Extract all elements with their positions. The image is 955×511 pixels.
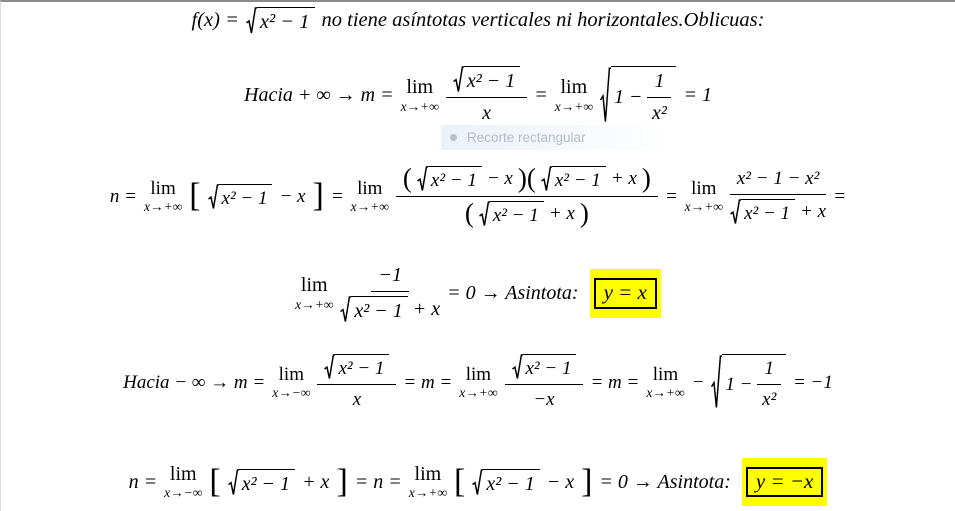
result: = 1	[683, 84, 712, 106]
radicand: x² − 1	[428, 166, 482, 192]
left-bracket: [	[189, 177, 201, 215]
equals: =	[833, 185, 847, 207]
asymptote-box: y = −x	[746, 467, 823, 497]
numerator	[396, 163, 658, 197]
radical-sign-icon	[324, 354, 335, 380]
denominator: x²	[652, 102, 667, 124]
radicand: x² − 1	[219, 184, 273, 210]
lim-subscript: x→+∞	[459, 385, 498, 401]
highlight	[742, 458, 827, 506]
limit	[351, 179, 389, 214]
radicand: x² − 1	[464, 66, 520, 93]
limit	[459, 365, 497, 400]
right-bracket: ]	[336, 462, 348, 500]
result: = 0 → Asintota:	[447, 282, 579, 304]
radicand: x² − 1	[239, 469, 295, 496]
bullet-icon	[450, 134, 457, 141]
equals: =	[534, 84, 548, 106]
numerator	[446, 66, 527, 98]
minus-x: − x	[279, 185, 306, 207]
line-asymptote-y-x	[1, 264, 955, 323]
radicand: x² − 1	[741, 199, 795, 225]
left-paren: (	[464, 198, 474, 229]
radical-sign-icon	[228, 469, 239, 496]
sqrt	[246, 7, 315, 35]
lim-subscript: x→+∞	[400, 98, 439, 114]
denominator: x²	[762, 388, 777, 410]
radicand	[611, 66, 677, 125]
lim-word: lim	[465, 363, 492, 385]
denominator: −x	[533, 389, 555, 410]
equals-m: = m =	[590, 371, 640, 393]
numerator	[317, 354, 396, 385]
denominator	[730, 195, 826, 225]
minus-sign: −	[691, 371, 705, 393]
sqrt	[340, 296, 407, 323]
denominator	[340, 292, 440, 323]
radical-sign-icon	[246, 7, 257, 35]
fraction	[446, 66, 527, 125]
fraction-conjugate	[396, 163, 658, 229]
fraction-simplified	[730, 168, 826, 225]
radical-sign-icon	[512, 354, 523, 380]
sqrt-big	[600, 66, 677, 125]
radicand	[722, 354, 786, 411]
line-prefix: Hacia + ∞ → m =	[244, 84, 394, 106]
equals: =	[664, 185, 678, 207]
sqrt	[453, 66, 520, 93]
sqrt	[541, 166, 606, 192]
lim-word: lim	[300, 274, 328, 297]
radical-sign-icon	[600, 66, 611, 125]
fraction	[317, 354, 396, 411]
equals: =	[330, 185, 344, 207]
sqrt	[479, 201, 544, 227]
radical-sign-icon	[208, 184, 219, 210]
equals-n: = n =	[354, 470, 402, 493]
right-bracket: ]	[581, 462, 593, 500]
snipping-tool-watermark	[441, 125, 669, 150]
minus-x: − x	[546, 470, 575, 493]
numerator: 1	[757, 358, 781, 385]
lim-subscript: x→+∞	[408, 485, 447, 501]
limit	[401, 77, 439, 113]
limit	[295, 275, 333, 311]
result: = 0 → Asintota:	[599, 470, 731, 493]
sqrt	[472, 469, 539, 496]
radicand: x² − 1	[483, 469, 539, 496]
radicand: x² − 1	[351, 296, 407, 323]
line-prefix: n =	[128, 470, 158, 493]
asymptote-box: y = x	[594, 278, 657, 308]
limit	[164, 464, 202, 500]
numerator	[505, 354, 584, 385]
fraction	[505, 354, 584, 411]
radical-sign-icon	[541, 166, 552, 192]
equals-m: = m =	[403, 371, 453, 393]
radical-sign-icon	[711, 354, 722, 411]
limit	[646, 365, 684, 400]
numerator: 1	[647, 70, 671, 98]
left-bracket: [	[454, 462, 466, 500]
plus-x: + x	[610, 168, 637, 190]
lim-word: lim	[414, 462, 442, 485]
sqrt	[228, 469, 295, 496]
fraction	[340, 264, 440, 323]
lim-subscript: x→+∞	[684, 199, 723, 215]
lim-word: lim	[406, 76, 434, 99]
lim-subscript: x→+∞	[350, 199, 389, 215]
right-paren: )	[579, 198, 589, 229]
radicand: x² − 1	[335, 354, 389, 380]
limit	[272, 365, 310, 400]
lim-word: lim	[652, 363, 679, 385]
title-text: no tiene asíntotas verticales ni horizontales.Oblicuas:	[321, 9, 765, 31]
highlight	[590, 269, 661, 317]
denominator: x	[352, 389, 362, 410]
close-open-paren: )(	[517, 163, 536, 194]
line-n-plus-infinity	[1, 163, 955, 229]
limit	[685, 179, 723, 214]
right-paren: )	[641, 163, 651, 194]
title-line	[1, 7, 955, 35]
radical-sign-icon	[417, 166, 428, 192]
plus-x: + x	[302, 470, 330, 493]
sqrt	[208, 184, 273, 210]
lim-word: lim	[278, 363, 304, 385]
right-bracket: ]	[312, 177, 324, 215]
radical-sign-icon	[730, 199, 741, 225]
sqrt-big	[711, 354, 786, 411]
radical-sign-icon	[340, 296, 351, 323]
lim-subscript: x→+∞	[646, 385, 685, 401]
sqrt	[417, 166, 482, 192]
lim-word: lim	[357, 177, 383, 199]
radicand: x² − 1	[552, 166, 606, 192]
lim-word: lim	[150, 177, 176, 199]
line-n-asymptote-y-minus-x	[1, 458, 955, 506]
lim-word: lim	[169, 462, 197, 485]
denominator: x	[482, 102, 491, 124]
radical-sign-icon	[479, 201, 490, 227]
radical-sign-icon	[472, 469, 483, 496]
limit	[144, 179, 182, 214]
plus-x: + x	[800, 201, 827, 222]
lim-subscript: x→−∞	[272, 385, 311, 401]
function-definition: f(x) =	[191, 9, 239, 31]
minus-x: − x	[486, 168, 513, 190]
line-prefix: n =	[109, 185, 137, 207]
radicand: x² − 1	[257, 7, 315, 35]
plus-x: + x	[548, 203, 575, 225]
lim-subscript: x→+∞	[143, 199, 183, 215]
lim-subscript: x→+∞	[295, 296, 334, 312]
watermark-label: Recorte rectangular	[467, 130, 586, 145]
limit	[409, 464, 447, 500]
line-m-minus-infinity	[1, 354, 955, 411]
lim-subscript: x→+∞	[554, 98, 593, 114]
denominator	[465, 197, 589, 227]
radical-sign-icon	[453, 66, 464, 93]
left-bracket: [	[209, 462, 221, 500]
radicand: x² − 1	[490, 201, 544, 227]
fraction	[647, 70, 671, 125]
plus-x: + x	[412, 298, 441, 320]
limit	[555, 77, 593, 113]
lim-word: lim	[560, 76, 588, 99]
line-m-plus-infinity	[1, 66, 955, 125]
result: = −1	[792, 371, 833, 393]
lim-subscript: x→−∞	[164, 485, 203, 501]
lim-word: lim	[691, 177, 717, 199]
sqrt	[324, 354, 389, 380]
radicand-lead: 1 −	[725, 373, 753, 395]
sqrt	[730, 199, 795, 225]
numerator: x² − 1 − x²	[730, 168, 826, 195]
left-paren: (	[402, 163, 412, 194]
radicand-lead: 1 −	[613, 86, 643, 108]
numerator: −1	[371, 264, 409, 292]
fraction	[757, 358, 781, 411]
line-prefix: Hacia − ∞ → m =	[123, 371, 266, 393]
sqrt	[512, 354, 577, 380]
radicand: x² − 1	[523, 354, 577, 380]
